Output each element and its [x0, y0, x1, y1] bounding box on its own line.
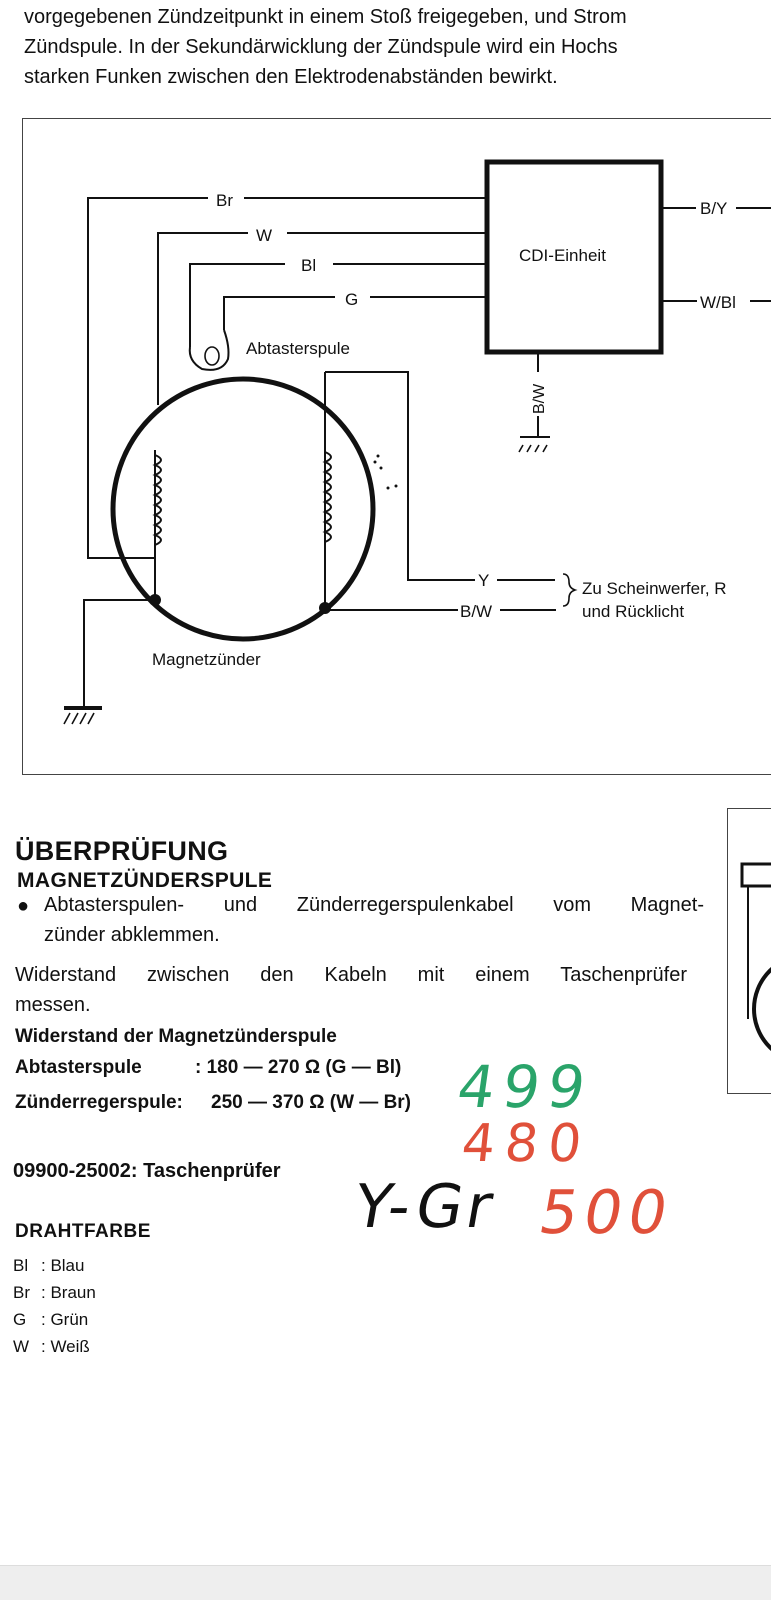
intro-line-3: starken Funken zwischen den Elektrodenabständen bewirkt. — [24, 66, 558, 88]
instruction-paragraph — [15, 960, 687, 1020]
spec-pickup-value: : 180 — 270 Ω (G — Bl) — [195, 1057, 402, 1078]
wire-name: : Braun — [41, 1283, 96, 1302]
cdi-unit-label: CDI-Einheit — [519, 246, 606, 265]
spec-pickup-row — [15, 1057, 402, 1079]
wire-color-item — [13, 1252, 96, 1279]
paragraph-line-1: Widerstand zwischen den Kabeln mit einem Taschenprüfer — [15, 964, 687, 986]
wire-label-bl: Bl — [301, 256, 317, 275]
wire-color-item — [13, 1306, 96, 1333]
spark-dots — [374, 455, 398, 490]
spec-pickup-label: Abtasterspule — [15, 1057, 142, 1078]
side-figure-drawing — [728, 809, 771, 1093]
magneto-label: Magnetzünder — [152, 650, 261, 669]
wire-abbr: G — [13, 1310, 27, 1329]
lamps-label-line-1: Zu Scheinwerfer, R — [582, 579, 727, 598]
wire-label-w: W — [256, 226, 273, 245]
output-label-y: Y — [478, 571, 490, 590]
wire-abbr: W — [13, 1337, 30, 1356]
wire-abbr: Bl — [13, 1256, 29, 1275]
bullet-dot: ● — [17, 895, 30, 917]
intro-line-1: vorgegebenen Zündzeitpunkt in einem Stoß freigegeben, und Strom — [24, 6, 627, 28]
side-figure-frame — [727, 808, 771, 1094]
wire-color-item — [13, 1279, 96, 1306]
spec-exciter-value: 250 — 370 Ω (W — Br) — [211, 1092, 412, 1113]
section-subtitle: MAGNETZÜNDERSPULE — [17, 869, 273, 892]
wire-color-heading: DRAHTFARBE — [15, 1221, 151, 1242]
junction-dot-right — [319, 602, 331, 614]
bullet-line-2: zünder abklemmen. — [44, 924, 220, 946]
pickup-coil-label: Abtasterspule — [246, 339, 350, 358]
spec-exciter-label: Zünderregerspule: — [15, 1092, 183, 1113]
wire-label-g: G — [345, 290, 359, 309]
bottom-bar — [0, 1565, 771, 1600]
section-title: ÜBERPRÜFUNG — [15, 836, 229, 866]
spec-exciter-row — [15, 1092, 412, 1114]
spec-heading: Widerstand der Magnetzünderspule — [15, 1026, 337, 1047]
wire-color-list — [13, 1252, 96, 1360]
intro-line-2: Zündspule. In der Sekundärwicklung der Zündspule wird ein Hochs — [24, 36, 618, 58]
wire-color-item — [13, 1333, 96, 1360]
handwritten-pickup-reading: 499 — [453, 1053, 598, 1121]
tool-reference: 09900-25002: Taschenprüfer — [13, 1160, 281, 1182]
lamps-label-line-2: und Rücklicht — [582, 602, 685, 621]
wire-label-br: Br — [216, 191, 233, 210]
junction-dot-left — [149, 594, 161, 606]
ground-label-bw: B/W — [531, 383, 548, 414]
output-label-wbl: W/Bl — [700, 293, 736, 312]
handwritten-y-gr-label: Y-Gr — [348, 1172, 502, 1242]
output-label-bw: B/W — [460, 602, 493, 621]
wire-name: : Weiß — [41, 1337, 90, 1356]
paragraph-line-2: messen. — [15, 994, 91, 1016]
wire-name: : Grün — [41, 1310, 89, 1329]
bullet-line-1: Abtasterspulen- und Zünderregerspulenkabel vom Magnet- — [44, 894, 704, 916]
output-label-by: B/Y — [700, 199, 728, 218]
handwritten-y-gr-reading: 500 — [533, 1178, 679, 1248]
handwritten-exciter-reading: 480 — [458, 1114, 595, 1174]
wire-name: : Blau — [41, 1256, 85, 1275]
wire-abbr: Br — [13, 1283, 30, 1302]
